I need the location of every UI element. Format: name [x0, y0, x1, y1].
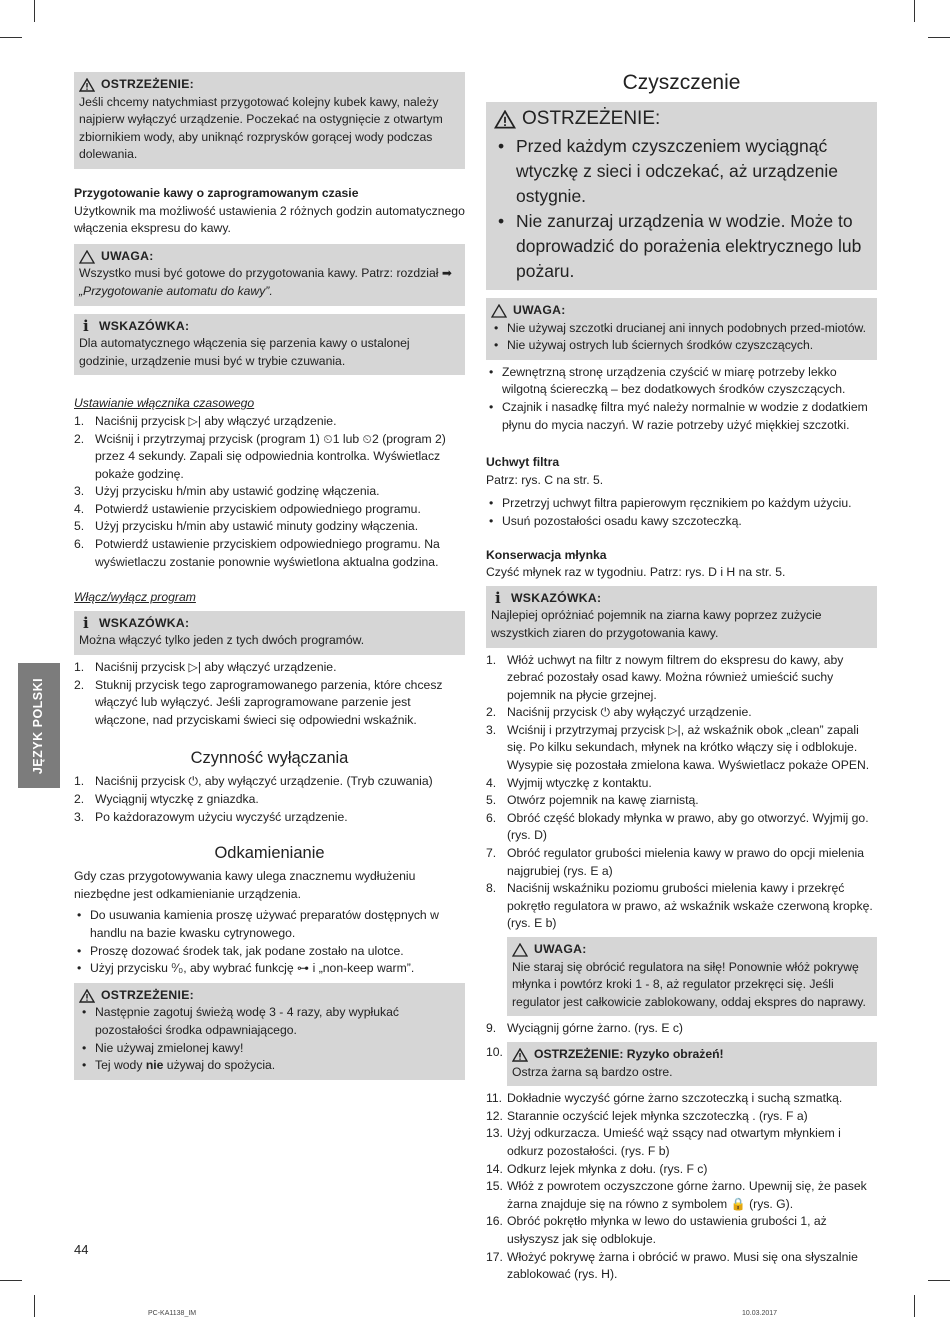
hint-text: Najlepiej opróżniać pojemnik na ziarna kawy poprzez zużycie wszystkich ziaren do przygotowania kawy.: [491, 608, 822, 640]
info-icon: i: [83, 613, 89, 632]
list-item: 13. Użyj odkurzacza. Umieść wąż ssący nad otwartym młynkiem i odkurz pozostałości. (rys. F b): [486, 1126, 841, 1158]
language-sidebar-tab: [18, 663, 60, 788]
right-column: [486, 72, 877, 1284]
warning-title: OSTRZEŻENIE:: [101, 77, 194, 91]
page-number: 44: [74, 1242, 89, 1257]
timer-steps: [74, 413, 465, 571]
note-box-cleaning: [486, 298, 877, 360]
list-item: 12. Starannie oczyścić lejek młynka szczoteczką . (rys. F a): [486, 1108, 808, 1123]
warning-text: Jeśli chcemy natychmiast przygotować kolejny kubek kawy, należy najpierw wyłączyć urządzenie. Poczekać na ostygnięcie z otwartym zbiornikiem wody, aby uniknąć rozprysków gorącej wody podczas dolewania.: [79, 94, 443, 162]
warning-box-blades: [507, 1042, 877, 1086]
caution-icon: [512, 943, 528, 957]
warning-box-rinse: [74, 983, 465, 1080]
crop-mark: [34, 1295, 35, 1317]
step-10: 10. OSTRZEŻENIE: Ryzyko obrażeń! Ostrza żarna są bardzo ostre.: [486, 1042, 877, 1086]
onoff-steps: [74, 659, 465, 729]
list-item: • Do usuwania kamienia proszę używać preparatów dostępnych w handlu na bazie kwasku cytrynowego.: [74, 907, 465, 942]
crop-mark: [34, 0, 35, 22]
note-box-regulator: [507, 937, 877, 1016]
note-title: UWAGA:: [534, 942, 587, 956]
list-item: 7. Obróć regulator grubości mielenia kawy w prawo do opcji mielenia najgrubiej (rys. E a): [486, 846, 864, 878]
list-item: • Zewnętrzną stronę urządzenia czyścić w miarę potrzeby lekko wilgotną ściereczką – bez dodatkowych środków czyszczących.: [486, 364, 877, 399]
warning-icon: [512, 1048, 528, 1062]
list-item: 6. Obróć część blokady młynka w prawo, aby go otworzyć. Wyjmij go. (rys. D): [486, 810, 869, 843]
note-box-prepare: [74, 244, 465, 306]
crop-mark: [0, 1280, 22, 1281]
section-heading-descale: Odkamienianie: [214, 844, 325, 863]
list-item: 2. Naciśnij przycisk ⏻ aby wyłączyć urządzenie.: [486, 705, 752, 720]
hint-box-standby: [74, 314, 465, 376]
list-item: 5. Otwórz pojemnik na kawę ziarnistą.: [486, 793, 699, 808]
list-item: 3. Wciśnij i przytrzymaj przycisk ▷|, aż wskaźnik obok „clean” zapali się. Po kilku sekundach, młynek na krótko włączy się i odblokuje. Wysypie się pozostała zmielona kawa. Wyświetlacz pokaże OPEN.: [486, 722, 870, 773]
warning-title: OSTRZEŻENIE: Ryzyko obrażeń!: [534, 1046, 724, 1061]
note-reference: „Przygotowanie automatu do kawy”.: [79, 283, 273, 298]
footer-doc-id: PC-KA1138_IM: [148, 1310, 197, 1317]
list-item: 2. Stuknij przycisk tego zaprogramowanego parzenia, które chcesz włączyć lub wyłączyć. Jeśli zaprogramowane parzenie jest włączone, nad przyciskami świeci się odpowiedni wskaźnik.: [74, 677, 443, 727]
list-item: • Przetrzyj uchwyt filtra papierowym ręcznikiem po każdym użyciu.: [486, 495, 877, 513]
hint-box-grinder: [486, 586, 877, 648]
list-item: 11. Dokładnie wyczyść górne żarno szczoteczką i suchą szmatką.: [486, 1091, 843, 1106]
warning-box-refill: [74, 72, 465, 169]
section-heading-programmed: Przygotowanie kawy o zaprogramowanym czasie: [74, 185, 359, 200]
descale-text: Gdy czas przygotowywania kawy ulega znacznemu wydłużeniu niezbędne jest odkamienianie urządzenia.: [74, 869, 416, 901]
grinder-text: Czyść młynek raz w tygodniu. Patrz: rys. D i H na str. 5.: [486, 565, 786, 580]
list-item: 15. Włóż z powrotem oczyszczone górne żarno. Upewnij się, że pasek żarna znajduje się na równo z symbolem 🔒 (rys. G).: [486, 1179, 867, 1211]
hint-title: WSKAZÓWKA:: [99, 615, 190, 630]
list-item: • Następnie zagotuj świeżą wodę 3 - 4 razy, aby wypłukać pozostałości środka odpawniającego.: [79, 1004, 459, 1039]
list-item: 4. Wyjmij wtyczkę z kontaktu.: [486, 775, 652, 790]
crop-mark: [914, 0, 915, 22]
crop-mark: [928, 1280, 950, 1281]
shutdown-steps: [74, 773, 465, 826]
programmed-text: Użytkownik ma możliwość ustawienia 2 różnych godzin automatycznego włączenia ekspresu do kawy.: [74, 203, 465, 236]
crop-mark: [928, 37, 950, 38]
warning-text: Ostrza żarna są bardzo ostre.: [512, 1064, 673, 1079]
warning-icon: [494, 110, 516, 129]
list-item: 1. Włóż uchwyt na filtr z nowym filtrem do ekspresu do kawy, aby zebrać pozostały osad kawy. Można również umieścić suchy pojemnik na płycie grzejnej.: [486, 652, 844, 702]
list-item: • Nie używaj zmielonej kawy!: [79, 1040, 459, 1058]
section-heading-shutdown: Czynność wyłączania: [190, 749, 349, 768]
section-heading-timer: Ustawianie włącznika czasowego: [74, 396, 255, 411]
list-item: 2. Wyciągnij wtyczkę z gniazdka.: [74, 792, 259, 806]
list-item: 3. Po każdorazowym użyciu wyczyść urządzenie.: [74, 809, 348, 824]
list-item: 9. Wyciągnij górne żarno. (rys. E c): [486, 1021, 683, 1036]
list-item: 1. Naciśnij przycisk ▷| aby włączyć urządzenie.: [74, 660, 337, 675]
hint-text: Można włączyć tylko jeden z tych dwóch programów.: [79, 633, 365, 648]
hint-title: WSKAZÓWKA:: [99, 318, 190, 333]
left-column: [74, 72, 465, 1088]
list-item: 4. Potwierdź ustawienie przyciskiem odpowiedniego programu.: [74, 501, 421, 516]
note-text: Wszystko musi być gotowe do przygotowania kawy. Patrz: rozdział ➡: [79, 266, 453, 281]
grinder-steps: [486, 652, 877, 934]
list-item: • Nie używaj ostrych lub ściernych środków czyszczących.: [491, 337, 871, 355]
list-item: • Nie używaj szczotki drucianej ani innych podobnych przed-miotów.: [491, 320, 871, 338]
list-item: • Nie zanurzaj urządzenia w wodzie. Może to doprowadzić do porażenia elektrycznego lub pożaru.: [494, 209, 869, 284]
list-item: 5. Użyj przycisku h/min aby ustawić minuty godziny włączenia.: [74, 519, 419, 534]
note-text: Nie staraj się obrócić regulatora na siłę! Ponownie włóż pokrywę młynka i powtórz kroki 1 - 8, aż regulator przekręci się. Jeśli regulator jest całkowicie zablokowany, oddaj ekspres do naprawy.: [512, 959, 866, 1009]
list-item: • Czajnik i nasadkę filtra myć należy normalnie w wodzie z dodatkiem płynu do mycia naczyń. W razie potrzeby użyć miękkiej szczotki.: [486, 399, 877, 434]
list-item: 16. Obróć pokrętło młynka w lewo do ustawienia grubości 1, aż usłyszysz jak się odblokuje.: [486, 1214, 827, 1246]
list-item: 3. Użyj przycisku h/min aby ustawić godzinę włączenia.: [74, 484, 380, 499]
note-title: UWAGA:: [513, 303, 566, 317]
hint-box-program: [74, 611, 465, 655]
warning-icon: [79, 989, 95, 1003]
warning-title: OSTRZEŻENIE:: [101, 987, 194, 1002]
filter-text: Patrz: rys. C na str. 5.: [486, 472, 604, 487]
cleaning-bullets: [486, 364, 877, 434]
list-item: • Usuń pozostałości osadu kawy szczoteczką.: [486, 513, 877, 531]
warning-title: OSTRZEŻENIE:: [522, 108, 661, 129]
descale-bullets: [74, 907, 465, 977]
list-item: • Proszę dozować środek tak, jak podane zostało na ulotce.: [74, 943, 465, 961]
language-label: JĘZYK POLSKI: [31, 677, 46, 774]
crop-mark: [914, 1295, 915, 1317]
list-item: • Przed każdym czyszczeniem wyciągnąć wtyczkę z sieci i odczekać, aż urządzenie ostygnie.: [494, 134, 869, 209]
list-item: 2. Wciśnij i przytrzymaj przycisk (program 1) ⏲1 lub ⏲2 (program 2) przez 4 sekundy. Zapali się odpowiednia kontrolka. Wyświetlacz pokaże godzinę.: [74, 431, 446, 481]
filter-bullets: [486, 495, 877, 530]
caution-icon: [79, 250, 95, 264]
list-item: 1. Naciśnij przycisk ⏻, aby wyłączyć urządzenie. (Tryb czuwania): [74, 774, 433, 789]
crop-mark: [0, 37, 22, 38]
hint-text: Dla automatycznego włączenia się parzenia kawy o ustalonej godzinie, urządzenie musi być w trybie czuwania.: [79, 336, 410, 368]
grinder-steps-continued: [486, 1090, 877, 1284]
section-heading-onoff: Włącz/wyłącz program: [74, 590, 196, 605]
list-item: 17. Włożyć pokrywę żarna i obrócić w prawo. Musi się ona słyszalnie zablokować (rys. H).: [486, 1249, 858, 1282]
hint-title: WSKAZÓWKA:: [511, 590, 602, 605]
caution-icon: [491, 304, 507, 318]
warning-icon: [79, 78, 95, 92]
note-title: UWAGA:: [101, 248, 154, 263]
list-item: 14. Odkurz lejek młynka z dołu. (rys. F c): [486, 1161, 708, 1176]
info-icon: i: [83, 316, 89, 335]
list-item: • Tej wody nie używaj do spożycia.: [79, 1057, 459, 1075]
section-heading-cleaning: Czyszczenie: [622, 71, 741, 94]
section-heading-filter: Uchwyt filtra: [486, 455, 560, 470]
list-item: 1. Naciśnij przycisk ▷| aby włączyć urządzenie.: [74, 413, 337, 428]
warning-box-cleaning: [486, 102, 877, 290]
info-icon: i: [495, 588, 501, 607]
list-item: 6. Potwierdź ustawienie przyciskiem odpowiedniego programu. Na wyświetlaczu zostanie ponownie wyświetlona aktualna godzina.: [74, 537, 440, 569]
section-heading-grinder: Konserwacja młynka: [486, 547, 607, 562]
list-item: 8. Naciśnij wskaźniku poziomu grubości mielenia kawy i przekręć pokrętło regulatora w prawo, aż wskaźnik wskaże czerwoną kropkę. (rys. E b): [486, 881, 873, 931]
list-item: • Użyj przycisku ⁰⁄₀, aby wybrać funkcję ⊶ i „non-keep warm”.: [74, 960, 465, 978]
footer-date: 10.03.2017: [742, 1310, 778, 1317]
